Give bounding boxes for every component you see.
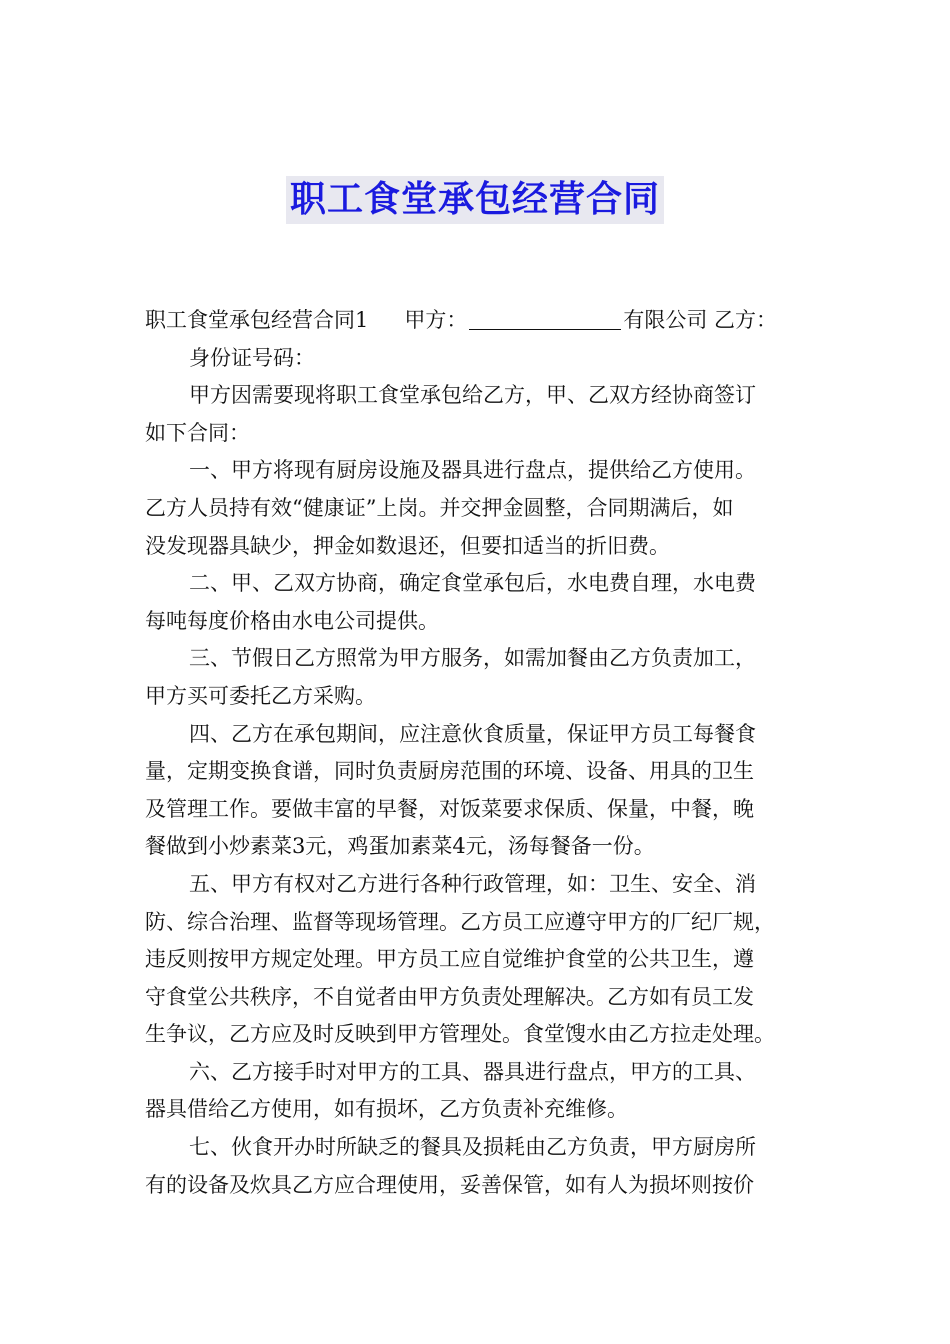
paragraph-line: 一、甲方将现有厨房设施及器具进行盘点，提供给乙方使用。 xyxy=(189,458,756,483)
paragraph-line: 身份证号码： xyxy=(189,345,315,370)
paragraph-line: 甲方因需要现将职工食堂承包给乙方，甲、乙双方经协商签订 xyxy=(189,383,756,408)
header-line xyxy=(145,302,807,340)
doc-name: 职工食堂承包经营合同1 xyxy=(145,308,369,332)
paragraph-line: 餐做到小炒素菜3元，鸡蛋加素菜4元，汤每餐备一份。 xyxy=(145,834,655,859)
party-a-label: 甲方： xyxy=(404,308,468,332)
paragraph-line: 七、伙食开办时所缺乏的餐具及损耗由乙方负责，甲方厨房所 xyxy=(189,1135,756,1160)
document-title: 职工食堂承包经营合同 xyxy=(286,176,664,224)
paragraph-line: 防、综合治理、监督等现场管理。乙方员工应遵守甲方的厂纪厂规， xyxy=(145,909,775,934)
paragraph-line: 器具借给乙方使用，如有损坏，乙方负责补充维修。 xyxy=(145,1097,628,1122)
paragraph-line: 五、甲方有权对乙方进行各种行政管理，如：卫生、安全、消 xyxy=(189,871,756,896)
paragraph-line: 乙方人员持有效“健康证”上岗。并交押金圆整，合同期满后，如 xyxy=(145,495,734,520)
title-container xyxy=(0,176,950,224)
paragraph-line: 有的设备及炊具乙方应合理使用，妥善保管，如有人为损坏则按价 xyxy=(145,1172,754,1197)
blank-underline xyxy=(469,307,621,330)
paragraph-line: 如下合同： xyxy=(145,420,250,445)
document-body xyxy=(145,302,807,1204)
paragraph-line: 没发现器具缺少，押金如数退还，但要扣适当的折旧费。 xyxy=(145,533,670,558)
paragraph-line: 违反则按甲方规定处理。甲方员工应自觉维护食堂的公共卫生，遵 xyxy=(145,947,754,972)
party-a-suffix: 有限公司 乙方： xyxy=(623,308,778,332)
paragraph-line: 六、乙方接手时对甲方的工具、器具进行盘点，甲方的工具、 xyxy=(189,1059,756,1084)
paragraph-line: 二、甲、乙双方协商，确定食堂承包后，水电费自理，水电费 xyxy=(189,571,756,596)
paragraph-line: 守食堂公共秩序，不自觉者由甲方负责处理解决。乙方如有员工发 xyxy=(145,984,754,1009)
paragraph-line: 及管理工作。要做丰富的早餐，对饭菜要求保质、保量，中餐，晚 xyxy=(145,796,754,821)
paragraph-line: 生争议，乙方应及时反映到甲方管理处。食堂馊水由乙方拉走处理。 xyxy=(145,1022,775,1047)
paragraph-line: 每吨每度价格由水电公司提供。 xyxy=(145,608,439,633)
paragraph-line: 甲方买可委托乙方采购。 xyxy=(145,683,376,708)
paragraph-line: 三、节假日乙方照常为甲方服务，如需加餐由乙方负责加工， xyxy=(189,646,756,671)
paragraph-line: 四、乙方在承包期间，应注意伙食质量，保证甲方员工每餐食 xyxy=(189,721,756,746)
paragraph-line: 量，定期变换食谱，同时负责厨房范围的环境、设备、用具的卫生 xyxy=(145,759,754,784)
